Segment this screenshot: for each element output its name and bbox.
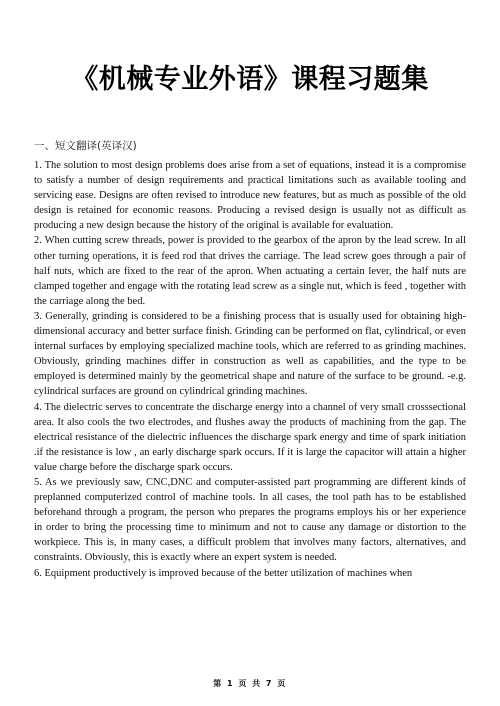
paragraph-3: 3. Generally, grinding is considered to be a finishing process that is usually used for obtaining high-dimensional accuracy and better surface finish. Grinding can be performed on flat, cylindrical, or even internal surfaces by employing specialized machine tools, which are referred to as grinding machines. Obviously, grinding machines differ in construction as well as capabilities, and the type to be employed is determined mainly by the geometrical shape and nature of the surface to be ground. -e.g. cylindrical surfaces are ground on cylindrical grinding machines. [34, 310, 466, 398]
paragraph-1: 1. The solution to most design problems does arise from a set of equations, instead it is a compromise to satisfy a number of design requirements and practical limitations such as available tooling and servicing ease. Designs are often revised to introduce new features, but as much as possible of the old design is retained for economic reasons. Producing a revised design is usually not as difficult as producing a new design because the history of the original is available for evaluation. [34, 160, 466, 232]
page-footer: 第 1 页 共 7 页 [213, 679, 287, 688]
document-title: 《机械专业外语》课程习题集 [71, 64, 429, 95]
paragraph-4: 4. The dielectric serves to concentrate the discharge energy into a channel of very small crosssectional area. It also cools the two electrodes, and flushes away the products of machining from the gap. The electrical resistance of the dielectric influences the discharge spark energy and time of spark initiation .if the resistance is low , an early discharge spark occurs. If it is large the capacitor will attain a higher value charge before the discharge spark occurs. [34, 401, 466, 473]
paragraph-5: 5. As we previously saw, CNC,DNC and computer-assisted part programming are different kinds of preplanned computerized control of machine tools. In all cases, the tool path has to be established beforehand through a program, the person who prepares the programs employs his or her experience in order to bring the processing time to minimum and not to cause any damage or distortion to the workpiece. This is, in many cases, a difficult problem that involves many factors, alternatives, and constraints. Obviously, this is exactly where an expert system is needed. [34, 476, 466, 564]
paragraph-2: 2. When cutting screw threads, power is provided to the gearbox of the apron by the lead screw. In all other turning operations, it is feed rod that drives the carriage. The lead screw goes through a pair of half nuts, which are fixed to the rear of the apron. When actuating a certain lever, the half nuts are clamped together and engage with the rotating lead screw as a single nut, which is feed , together with the carriage along the bed. [34, 235, 466, 307]
document-body [34, 158, 466, 581]
section-heading: 一、短文翻译(英译汉) [34, 140, 137, 152]
paragraph-6: 6. Equipment productively is improved because of the better utilization of machines when [34, 567, 413, 579]
